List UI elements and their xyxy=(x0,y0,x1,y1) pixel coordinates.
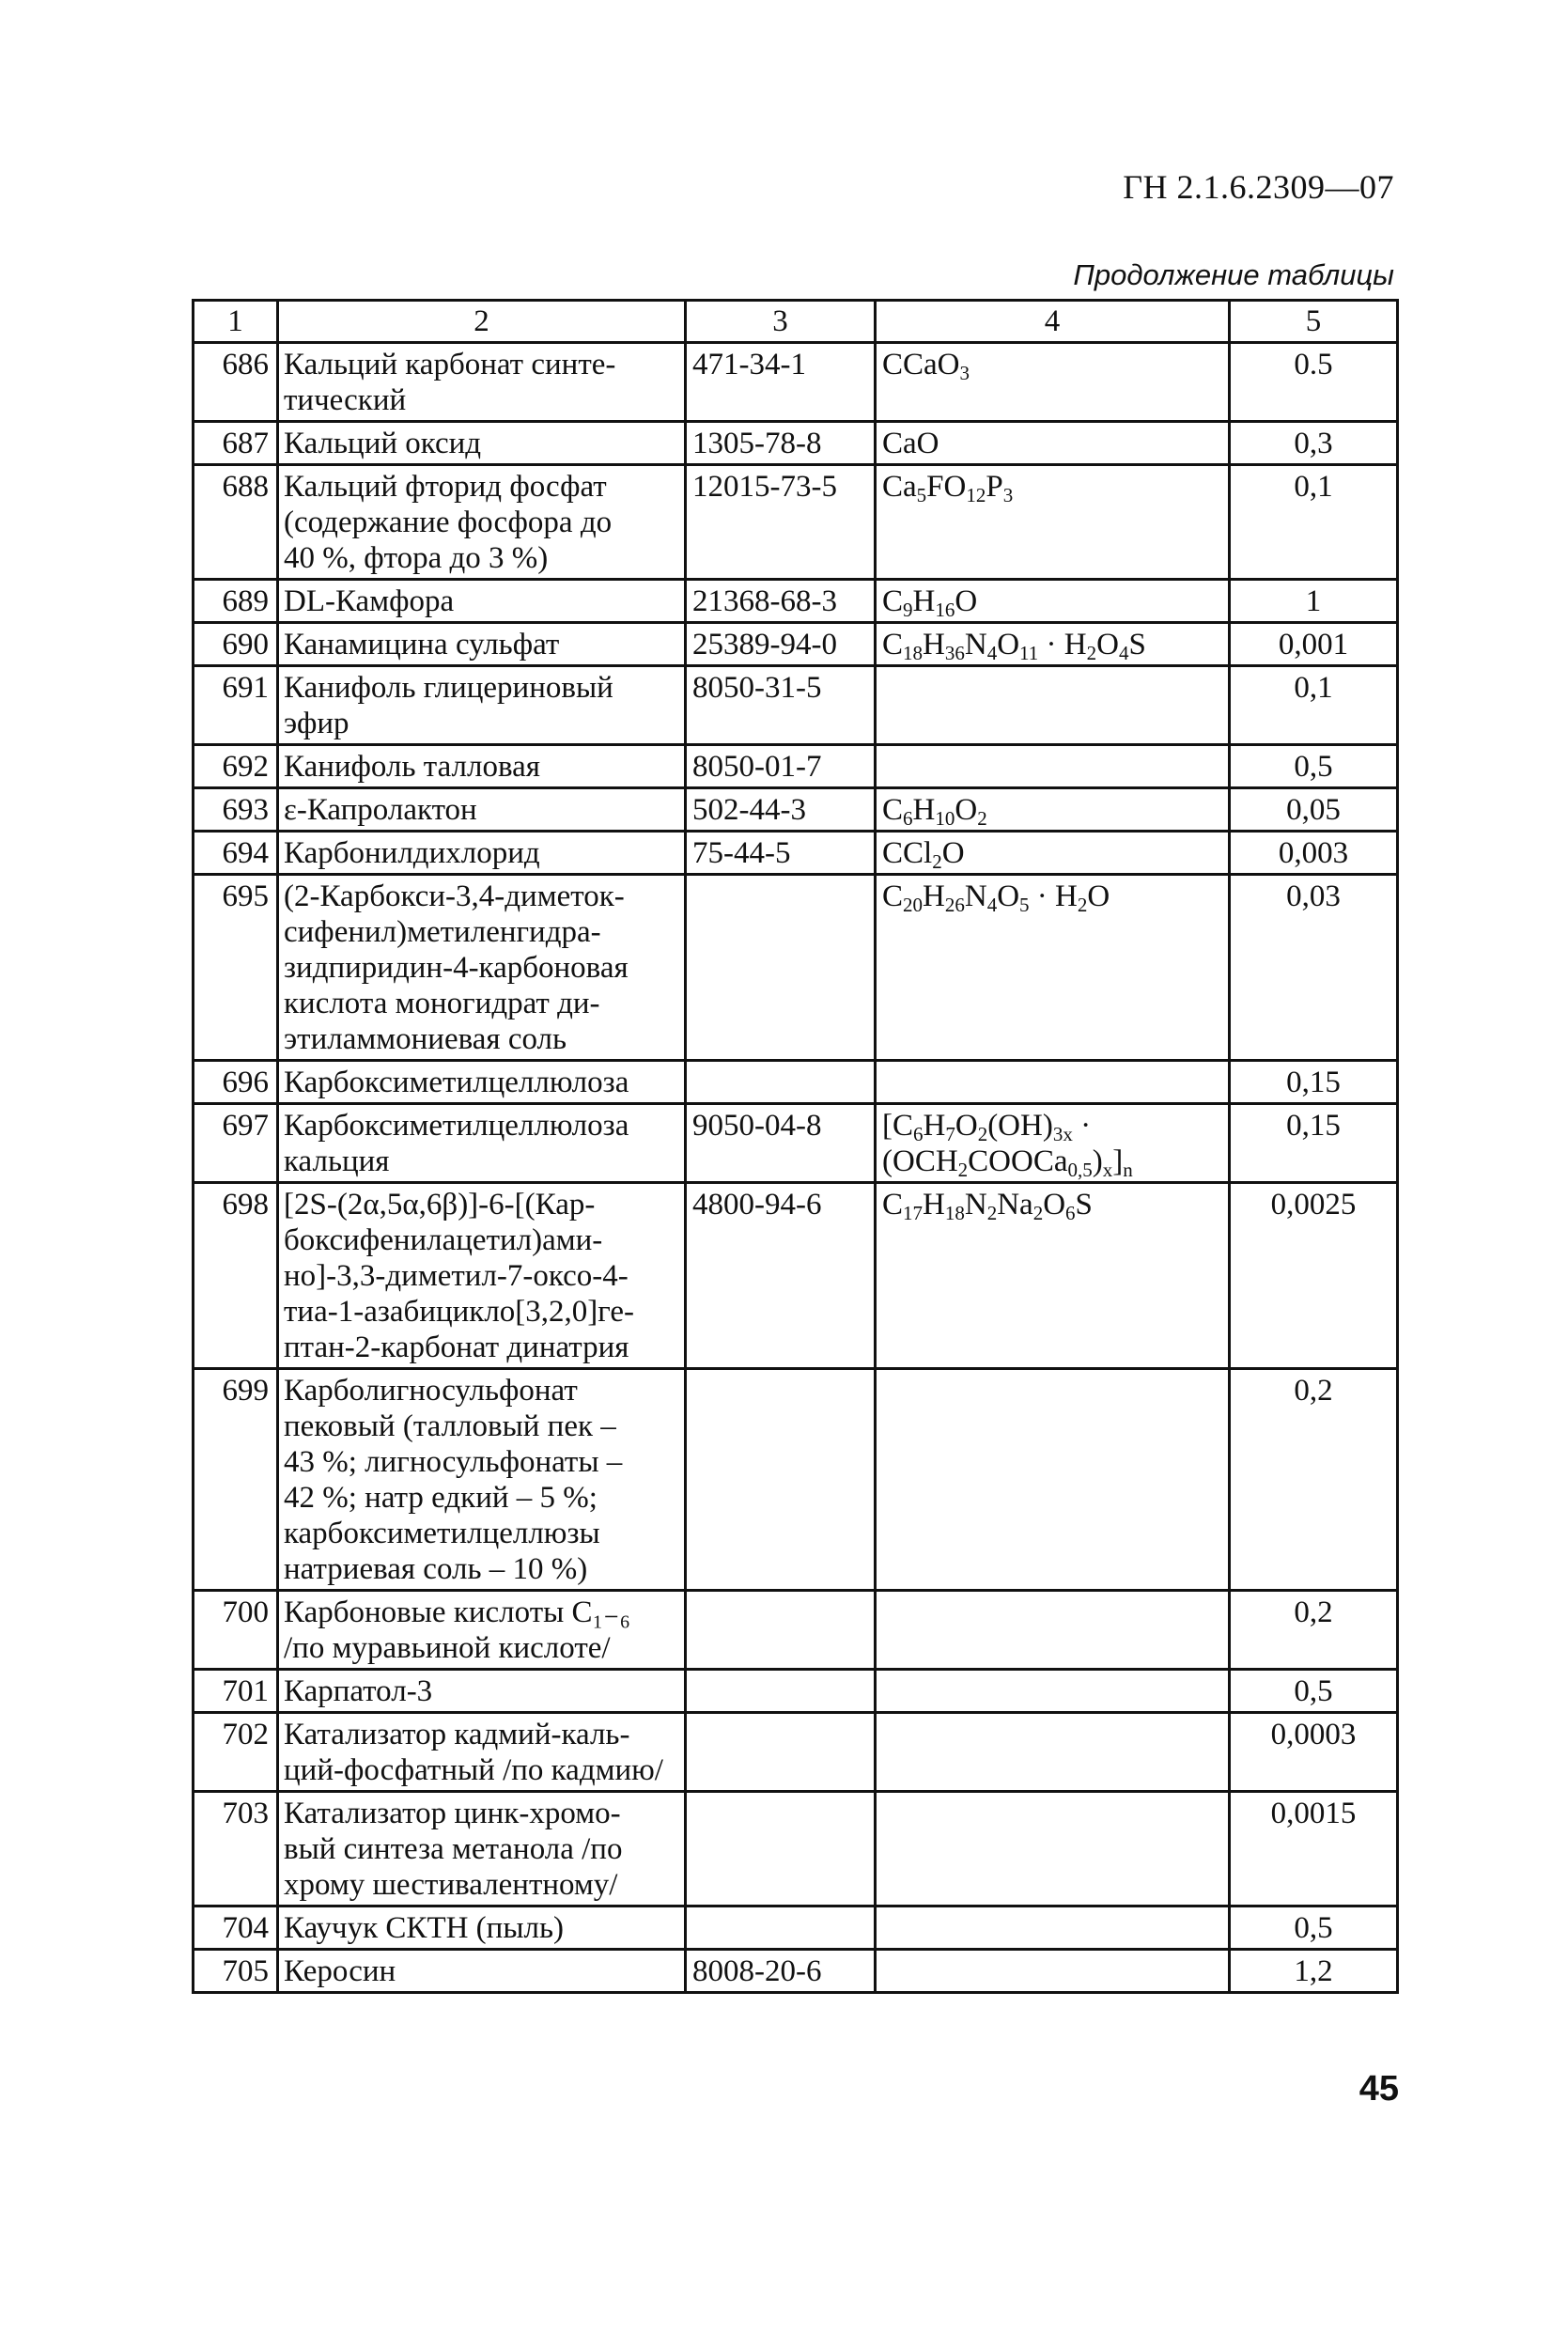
chemical-formula: CaO xyxy=(876,422,1230,465)
limit-value: 0,0025 xyxy=(1230,1183,1398,1369)
limit-value: 0,0015 xyxy=(1230,1792,1398,1906)
table-row xyxy=(194,343,1398,422)
limit-value: 0,2 xyxy=(1230,1591,1398,1670)
row-number: 693 xyxy=(194,788,278,832)
row-number: 696 xyxy=(194,1061,278,1104)
cas-number: 8050-01-7 xyxy=(686,745,876,788)
column-header-2: 2 xyxy=(278,301,686,343)
chemical-formula xyxy=(876,1713,1230,1792)
cas-number xyxy=(686,1906,876,1950)
substance-name: Катализатор цинк-хромо- вый синтеза метанола /по хрому шестивалентному/ xyxy=(278,1792,686,1906)
cas-number: 1305-78-8 xyxy=(686,422,876,465)
row-number: 695 xyxy=(194,875,278,1061)
row-number: 694 xyxy=(194,832,278,875)
chemical-formula xyxy=(876,1792,1230,1906)
limit-value: 0,3 xyxy=(1230,422,1398,465)
limit-value: 1,2 xyxy=(1230,1950,1398,1993)
cas-number: 8008-20-6 xyxy=(686,1950,876,1993)
chemical-formula: [$C_6H_7O_2(OH)_{3x}$ · $(OCH_2COOCa_{0,5})_x]_n$ xyxy=(876,1104,1230,1183)
cas-number xyxy=(686,1591,876,1670)
table-row xyxy=(194,1792,1398,1906)
limit-value: 0,15 xyxy=(1230,1104,1398,1183)
row-number: 699 xyxy=(194,1369,278,1591)
chemical-formula: CCl$_2$O xyxy=(876,832,1230,875)
table-row xyxy=(194,788,1398,832)
row-number: 692 xyxy=(194,745,278,788)
row-number: 687 xyxy=(194,422,278,465)
row-number: 686 xyxy=(194,343,278,422)
cas-number: 9050-04-8 xyxy=(686,1104,876,1183)
chemical-formula xyxy=(876,1369,1230,1591)
table-row xyxy=(194,832,1398,875)
limit-value: 0,05 xyxy=(1230,788,1398,832)
table-row xyxy=(194,1061,1398,1104)
chemical-formula xyxy=(876,1906,1230,1950)
page-number: 45 xyxy=(1358,2069,1399,2109)
row-number: 697 xyxy=(194,1104,278,1183)
chemical-formula: $C_6H_{10}O_2$ xyxy=(876,788,1230,832)
substance-name: Канамицина сульфат xyxy=(278,623,686,666)
cas-number xyxy=(686,1369,876,1591)
substance-name: Карбоновые кислоты C₁₋₆ /по муравьиной кислоте/ xyxy=(278,1591,686,1670)
chemical-formula: $C_{20}H_{26}N_4O_5 \cdot H_2O$ xyxy=(876,875,1230,1061)
substance-name: Канифоль глицериновый эфир xyxy=(278,666,686,745)
substance-name: Кальций фторид фосфат (содержание фосфора до 40 %, фтора до 3 %) xyxy=(278,465,686,580)
limit-value: 0,003 xyxy=(1230,832,1398,875)
substance-name: Карбоксиметилцеллюлоза кальция xyxy=(278,1104,686,1183)
chemical-formula xyxy=(876,745,1230,788)
chemical-formula: $C_9H_{16}O$ xyxy=(876,580,1230,623)
row-number: 691 xyxy=(194,666,278,745)
substance-name: Каучук СКТН (пыль) xyxy=(278,1906,686,1950)
table-row xyxy=(194,1906,1398,1950)
cas-number: 502-44-3 xyxy=(686,788,876,832)
substance-name: Карбоксиметилцеллюлоза xyxy=(278,1061,686,1104)
chemical-formula xyxy=(876,1061,1230,1104)
chemical-formula xyxy=(876,1950,1230,1993)
table-row xyxy=(194,875,1398,1061)
substance-name: Карбонилдихлорид xyxy=(278,832,686,875)
chemical-formula xyxy=(876,1591,1230,1670)
cas-number: 471-34-1 xyxy=(686,343,876,422)
chemical-formula xyxy=(876,1670,1230,1713)
substance-name: Карпатол-3 xyxy=(278,1670,686,1713)
substance-name: Канифоль талловая xyxy=(278,745,686,788)
row-number: 704 xyxy=(194,1906,278,1950)
substance-name: (2-Карбокси-3,4-диметок- сифенил)метиленгидра- зидпиридин-4-карбоновая кислота моногидрат ди- этиламмониевая соль xyxy=(278,875,686,1061)
substance-name: ε-Капролактон xyxy=(278,788,686,832)
table-row xyxy=(194,1950,1398,1993)
row-number: 703 xyxy=(194,1792,278,1906)
table-row xyxy=(194,1369,1398,1591)
cas-number xyxy=(686,875,876,1061)
limit-value: 0,5 xyxy=(1230,745,1398,788)
table-row xyxy=(194,1104,1398,1183)
row-number: 690 xyxy=(194,623,278,666)
substance-name: DL-Камфора xyxy=(278,580,686,623)
substances-table xyxy=(192,299,1399,1994)
cas-number xyxy=(686,1792,876,1906)
cas-number xyxy=(686,1061,876,1104)
limit-value: 0.5 xyxy=(1230,343,1398,422)
row-number: 705 xyxy=(194,1950,278,1993)
cas-number: 4800-94-6 xyxy=(686,1183,876,1369)
row-number: 700 xyxy=(194,1591,278,1670)
row-number: 688 xyxy=(194,465,278,580)
row-number: 702 xyxy=(194,1713,278,1792)
column-header-4: 4 xyxy=(876,301,1230,343)
row-number: 689 xyxy=(194,580,278,623)
substance-name: Катализатор кадмий-каль- ций-фосфатный /по кадмию/ xyxy=(278,1713,686,1792)
cas-number: 12015-73-5 xyxy=(686,465,876,580)
substances-table-container xyxy=(192,299,1396,1994)
table-row xyxy=(194,1591,1398,1670)
limit-value: 0,5 xyxy=(1230,1906,1398,1950)
row-number: 701 xyxy=(194,1670,278,1713)
chemical-formula: $C_{17}H_{18}N_2Na_2O_6S$ xyxy=(876,1183,1230,1369)
cas-number: 8050-31-5 xyxy=(686,666,876,745)
table-body xyxy=(194,343,1398,1993)
cas-number xyxy=(686,1670,876,1713)
cas-number: 21368-68-3 xyxy=(686,580,876,623)
table-row xyxy=(194,623,1398,666)
table-row xyxy=(194,1670,1398,1713)
cas-number xyxy=(686,1713,876,1792)
limit-value: 1 xyxy=(1230,580,1398,623)
column-header-3: 3 xyxy=(686,301,876,343)
substance-name: [2S-(2α,5α,6β)]-6-[(Кар- боксифенилацетил)ами- но]-3,3-диметил-7-оксо-4- тиа-1-азабицикло[3,2,0]ге- птан-2-карбонат динатрия xyxy=(278,1183,686,1369)
table-row xyxy=(194,745,1398,788)
limit-value: 0,03 xyxy=(1230,875,1398,1061)
limit-value: 0,001 xyxy=(1230,623,1398,666)
substance-name: Карболигносульфонат пековый (талловый пек – 43 %; лигносульфонаты – 42 %; натр едкий – 5 %; карбоксиметилцеллюзы натриевая соль – 10 %) xyxy=(278,1369,686,1591)
row-number: 698 xyxy=(194,1183,278,1369)
column-header-1: 1 xyxy=(194,301,278,343)
chemical-formula: $Ca_5FO_{12}P_3$ xyxy=(876,465,1230,580)
limit-value: 0,1 xyxy=(1230,465,1398,580)
limit-value: 0,1 xyxy=(1230,666,1398,745)
substance-name: Кальций карбонат синте- тический xyxy=(278,343,686,422)
limit-value: 0,0003 xyxy=(1230,1713,1398,1792)
chemical-formula xyxy=(876,666,1230,745)
table-row xyxy=(194,422,1398,465)
limit-value: 0,15 xyxy=(1230,1061,1398,1104)
chemical-formula: CCaO$_3$ xyxy=(876,343,1230,422)
column-header-5: 5 xyxy=(1230,301,1398,343)
cas-number: 25389-94-0 xyxy=(686,623,876,666)
limit-value: 0,5 xyxy=(1230,1670,1398,1713)
table-caption: Продолжение таблицы xyxy=(1073,258,1394,291)
chemical-formula: $C_{18}H_{36}N_4O_{11} \cdot H_2O_4S$ xyxy=(876,623,1230,666)
header-row xyxy=(194,301,1398,343)
table-row xyxy=(194,1713,1398,1792)
table-row xyxy=(194,465,1398,580)
substance-name: Кальций оксид xyxy=(278,422,686,465)
table-row xyxy=(194,1183,1398,1369)
cas-number: 75-44-5 xyxy=(686,832,876,875)
table-row xyxy=(194,666,1398,745)
limit-value: 0,2 xyxy=(1230,1369,1398,1591)
document-code: ГН 2.1.6.2309—07 xyxy=(1123,168,1394,206)
substance-name: Керосин xyxy=(278,1950,686,1993)
table-row xyxy=(194,580,1398,623)
